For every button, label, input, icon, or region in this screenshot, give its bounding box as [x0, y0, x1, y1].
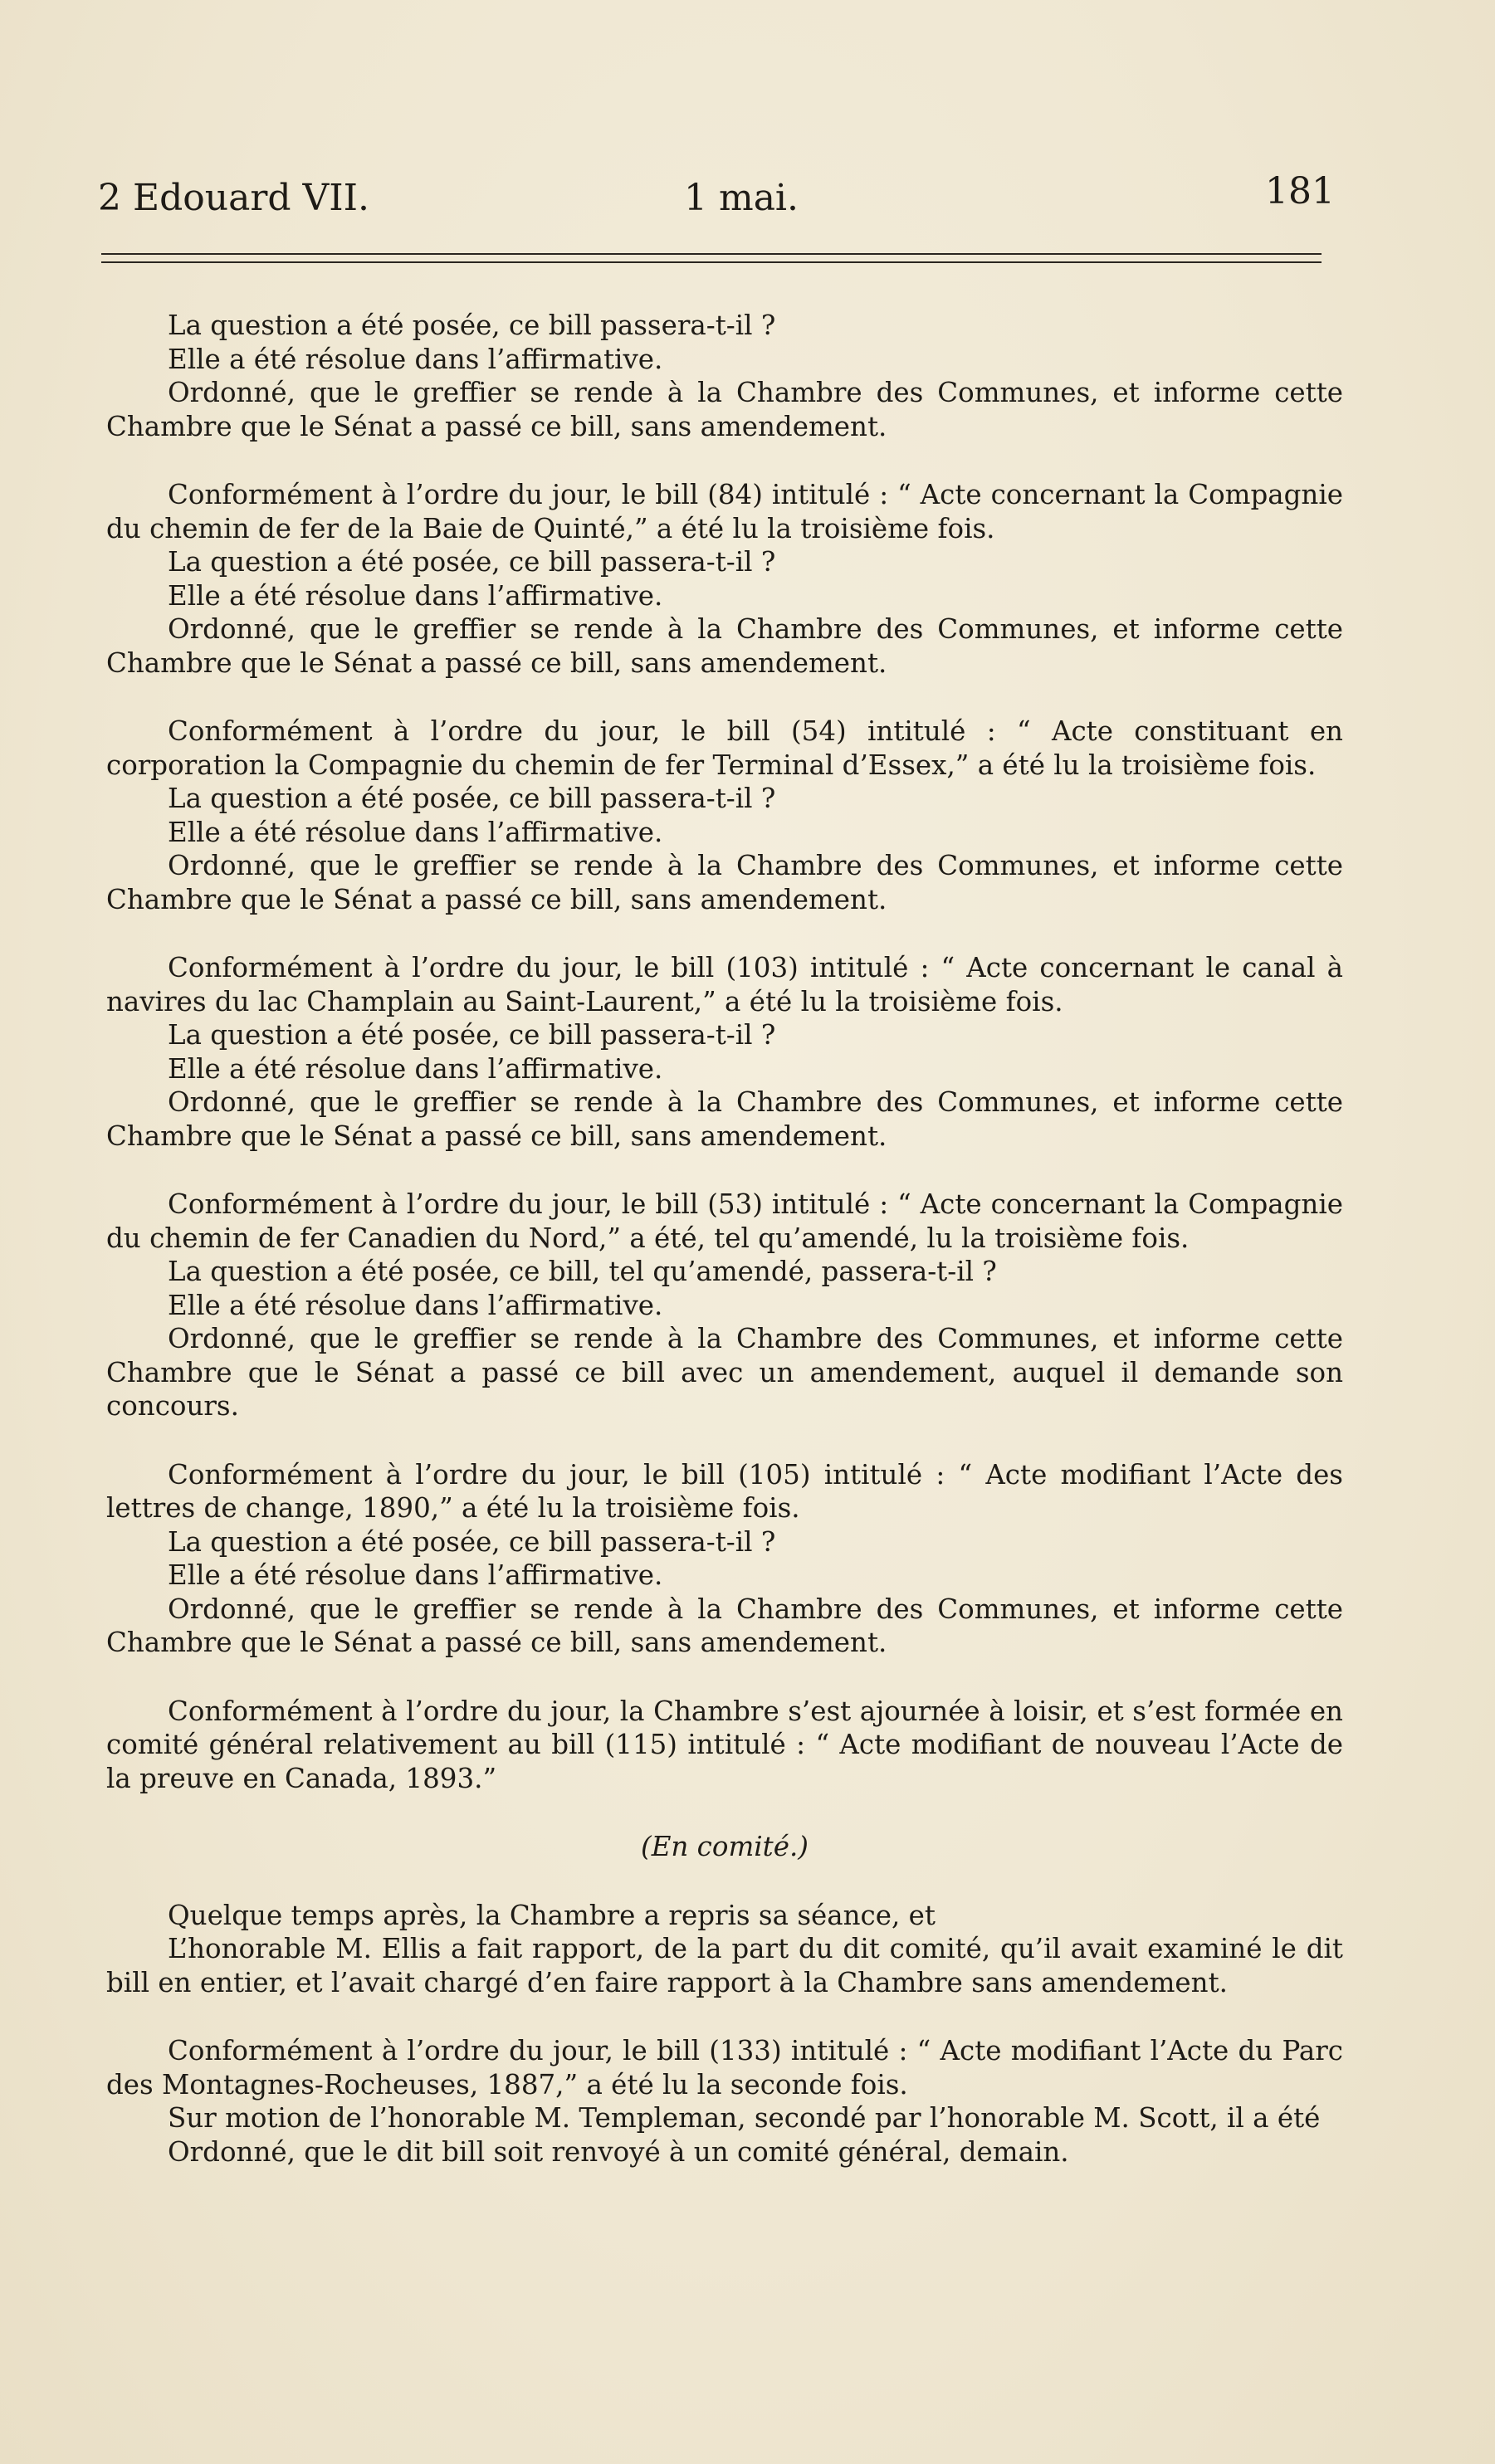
paragraph: Elle a été résolue dans l’affirmative.	[168, 579, 663, 612]
paragraph: Elle a été résolue dans l’affirmative.	[168, 816, 663, 848]
paragraph: Ordonné, que le greffier se rende à la Chambre des Communes, et informe cette Chambre que le Sénat a passé ce bill, sans amendement.	[106, 377, 1343, 442]
paragraph: La question a été posée, ce bill passera-t-il ?	[168, 1525, 776, 1558]
paragraph: Ordonné, que le greffier se rende à la Chambre des Communes, et informe cette Chambre que le Sénat a passé ce bill, sans amendement.	[106, 1593, 1343, 1658]
body-text	[106, 309, 1343, 2169]
header-regnal-year: 2 Edouard VII.	[98, 177, 370, 219]
paragraph: Conformément à l’ordre du jour, le bill (105) intitulé : “ Acte modifiant l’Acte des lettres de change, 1890,” a été lu la troisième fois.	[106, 1458, 1343, 1524]
paragraph: Conformément à l’ordre du jour, le bill (54) intitulé : “ Acte constituant en corporation la Compagnie du chemin de fer Terminal d’Essex,” a été lu la troisième fois.	[106, 715, 1343, 781]
paragraph: Conformément à l’ordre du jour, la Chambre s’est ajournée à loisir, et s’est formée en comité général relativement au bill (115) intitulé : “ Acte modifiant de nouveau l’Acte de la preuve en Canada, 1893.”	[106, 1695, 1343, 1794]
paragraph: Ordonné, que le greffier se rende à la Chambre des Communes, et informe cette Chambre que le Sénat a passé ce bill, sans amendement.	[106, 1086, 1343, 1152]
paragraph: Quelque temps après, la Chambre a repris sa séance, et	[168, 1899, 936, 1931]
paragraph: La question a été posée, ce bill, tel qu’amendé, passera-t-il ?	[168, 1256, 997, 1287]
paragraph: Elle a été résolue dans l’affirmative.	[168, 1052, 663, 1085]
paragraph: Elle a été résolue dans l’affirmative.	[168, 1559, 663, 1591]
paragraph: Ordonné, que le greffier se rende à la Chambre des Communes, et informe cette Chambre que le Sénat a passé ce bill, sans amendement.	[106, 850, 1343, 915]
paragraph: Elle a été résolue dans l’affirmative.	[168, 1289, 663, 1321]
paragraph: La question a été posée, ce bill passera-t-il ?	[168, 546, 776, 578]
paragraph: Ordonné, que le dit bill soit renvoyé à un comité général, demain.	[168, 2135, 1069, 2168]
paragraph: Conformément à l’ordre du jour, le bill (84) intitulé : “ Acte concernant la Compagnie du chemin de fer de la Baie de Quinté,” a été lu la troisième fois.	[106, 479, 1343, 544]
section-heading-en-comite: (En comité.)	[641, 1831, 809, 1862]
page-header	[98, 170, 1335, 228]
header-rule-bottom	[101, 261, 1322, 263]
header-rule-top	[101, 253, 1322, 255]
paragraph: Ordonné, que le greffier se rende à la Chambre des Communes, et informe cette Chambre que le Sénat a passé ce bill avec un amendement, auquel il demande son concours.	[106, 1323, 1343, 1422]
paragraph: Elle a été résolue dans l’affirmative.	[168, 343, 663, 375]
paragraph: La question a été posée, ce bill passera-t-il ?	[168, 783, 776, 814]
paragraph: Sur motion de l’honorable M. Templeman, secondé par l’honorable M. Scott, il a été	[168, 2102, 1321, 2134]
paragraph: La question a été posée, ce bill passera-t-il ?	[168, 310, 776, 341]
paragraph: Conformément à l’ordre du jour, le bill (53) intitulé : “ Acte concernant la Compagnie du chemin de fer Canadien du Nord,” a été, tel qu’amendé, lu la troisième fois.	[106, 1188, 1343, 1254]
paragraph: La question a été posée, ce bill passera-t-il ?	[168, 1019, 776, 1051]
paragraph: Ordonné, que le greffier se rende à la Chambre des Communes, et informe cette Chambre que le Sénat a passé ce bill, sans amendement.	[106, 613, 1343, 679]
paragraph: L’honorable M. Ellis a fait rapport, de la part du dit comité, qu’il avait examiné le dit bill en entier, et l’avait chargé d’en faire rapport à la Chambre sans amendement.	[106, 1933, 1343, 1998]
paragraph: Conformément à l’ordre du jour, le bill (103) intitulé : “ Acte concernant le canal à navires du lac Champlain au Saint-Laurent,” a été lu la troisième fois.	[106, 952, 1343, 1017]
header-date: 1 mai.	[684, 177, 799, 219]
page-number: 181	[1265, 170, 1335, 212]
paragraph: Conformément à l’ordre du jour, le bill (133) intitulé : “ Acte modifiant l’Acte du Parc des Montagnes-Rocheuses, 1887,” a été lu la seconde fois.	[106, 2035, 1343, 2100]
